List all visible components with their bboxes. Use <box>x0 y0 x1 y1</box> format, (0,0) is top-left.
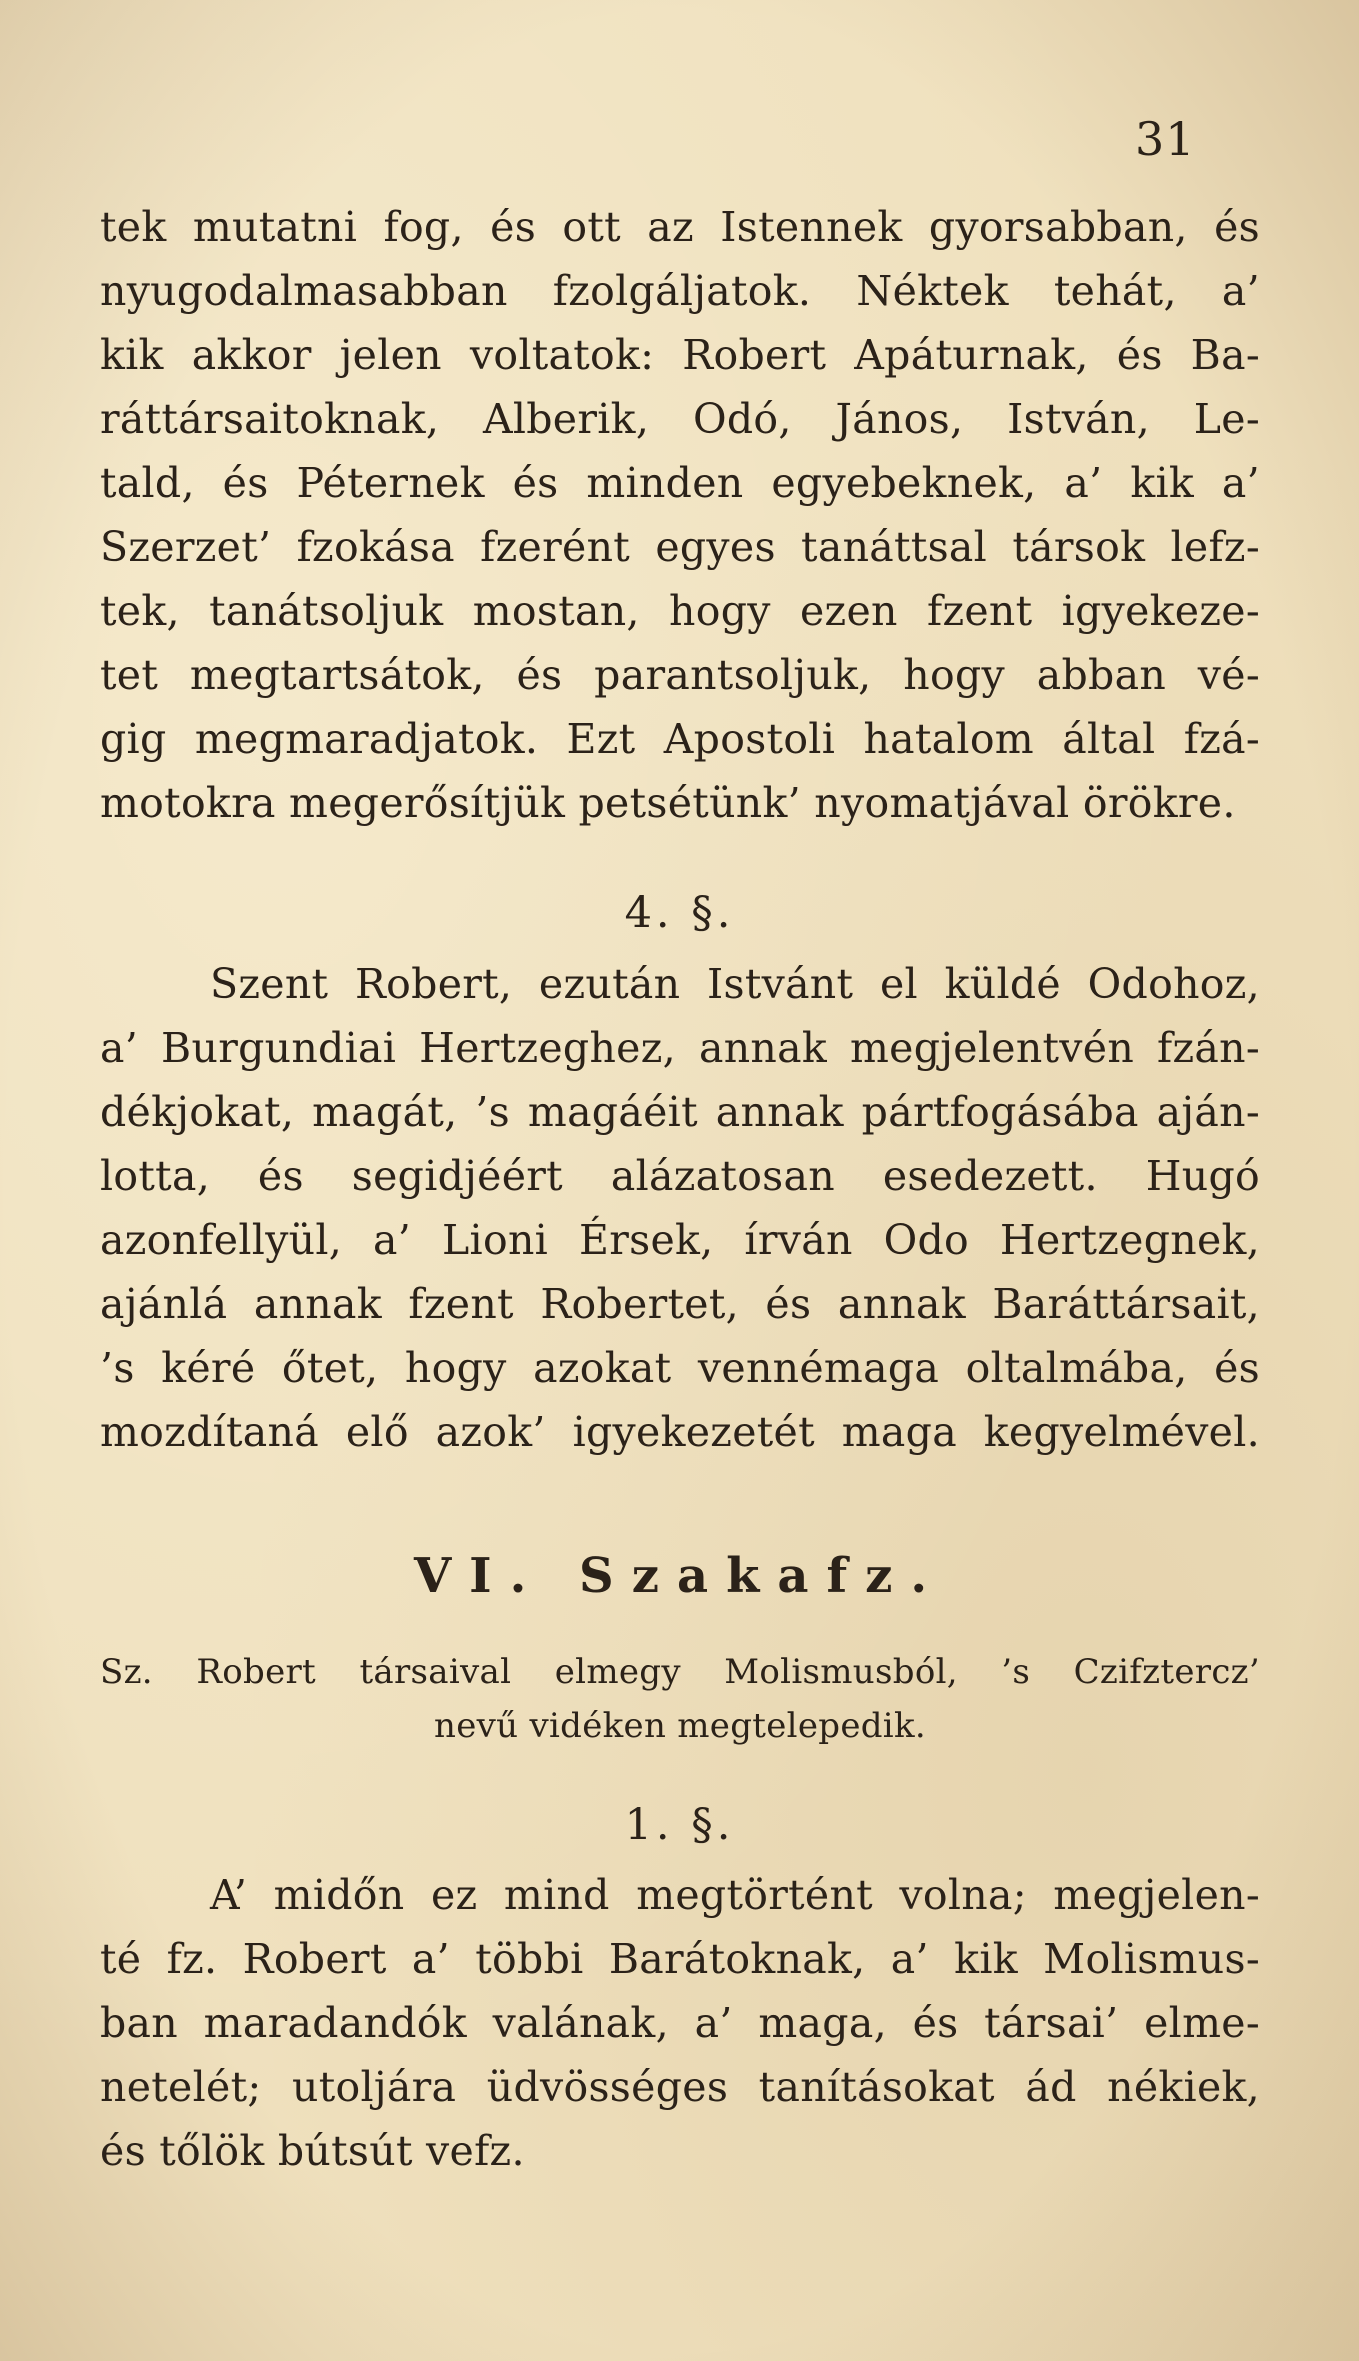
text-line: tet megtartsátok, és parantsoljuk, hogy abban vé- <box>100 651 1260 699</box>
chapter-title: VI. Szakafz. <box>413 1548 946 1604</box>
page-number: 31 <box>1135 112 1196 166</box>
text-line: lotta, és segidjéért alázatosan esedezett. Hugó <box>100 1152 1260 1200</box>
text-line: ráttársaitoknak, Alberik, Odó, János, István, Le- <box>100 395 1260 443</box>
text-line: ajánlá annak fzent Robertet, és annak Baráttársait, <box>100 1280 1260 1328</box>
paragraph-2 <box>100 952 1260 1464</box>
section-heading-1: 1. §. <box>624 1800 735 1850</box>
text-line: nyugodalmasabban fzolgáljatok. Néktek tehát, a’ <box>100 267 1260 315</box>
text-line: A’ midőn ez mind megtörtént volna; megjelen- <box>210 1871 1260 1919</box>
text-line: mozdítaná elő azok’ igyekezetét maga kegyelmével. <box>100 1408 1260 1456</box>
summary-line: Sz. Robert társaival elmegy Molismusból, ’s Czifztercz’ <box>100 1652 1260 1692</box>
text-line: motokra megerősítjük petsétünk’ nyomatjával örökre. <box>100 779 1236 827</box>
text-line: ban maradandók valának, a’ maga, és társai’ elme- <box>100 1999 1260 2047</box>
text-line: gig megmaradjatok. Ezt Apostoli hatalom által fzá- <box>100 715 1260 763</box>
text-line: tek mutatni fog, és ott az Istennek gyorsabban, és <box>100 203 1260 251</box>
text-line: tald, és Péternek és minden egyebeknek, a’ kik a’ <box>100 459 1260 507</box>
text-line: dékjokat, magát, ’s magáéit annak pártfogásába aján- <box>100 1088 1260 1136</box>
text-line: és tőlök bútsút vefz. <box>100 2127 525 2175</box>
text-line: Szent Robert, ezután Istvánt el küldé Odohoz, <box>210 960 1260 1008</box>
text-line: netelét; utoljára üdvösséges tanításokat ád nékiek, <box>100 2063 1260 2111</box>
summary-line: nevű vidéken megtelepedik. <box>434 1706 926 1746</box>
text-line: tek, tanátsoljuk mostan, hogy ezen fzent igyekeze- <box>100 587 1260 635</box>
text-line: té fz. Robert a’ többi Barátoknak, a’ kik Molismus- <box>100 1935 1260 1983</box>
section-heading-4: 4. §. <box>624 888 735 938</box>
text-line: Szerzet’ fzokása fzerént egyes tanáttsal társok lefz- <box>100 523 1260 571</box>
text-line: a’ Burgundiai Hertzeghez, annak megjelentvén fzán- <box>100 1024 1260 1072</box>
chapter-summary <box>100 1645 1260 1753</box>
text-line: ’s kéré őtet, hogy azokat vennémaga oltalmába, és <box>100 1344 1260 1392</box>
text-line: kik akkor jelen voltatok: Robert Apáturnak, és Ba- <box>100 331 1260 379</box>
text-line: azonfellyül, a’ Lioni Érsek, írván Odo Hertzegnek, <box>100 1216 1260 1264</box>
paragraph-1 <box>100 195 1260 835</box>
paragraph-3 <box>100 1863 1260 2183</box>
